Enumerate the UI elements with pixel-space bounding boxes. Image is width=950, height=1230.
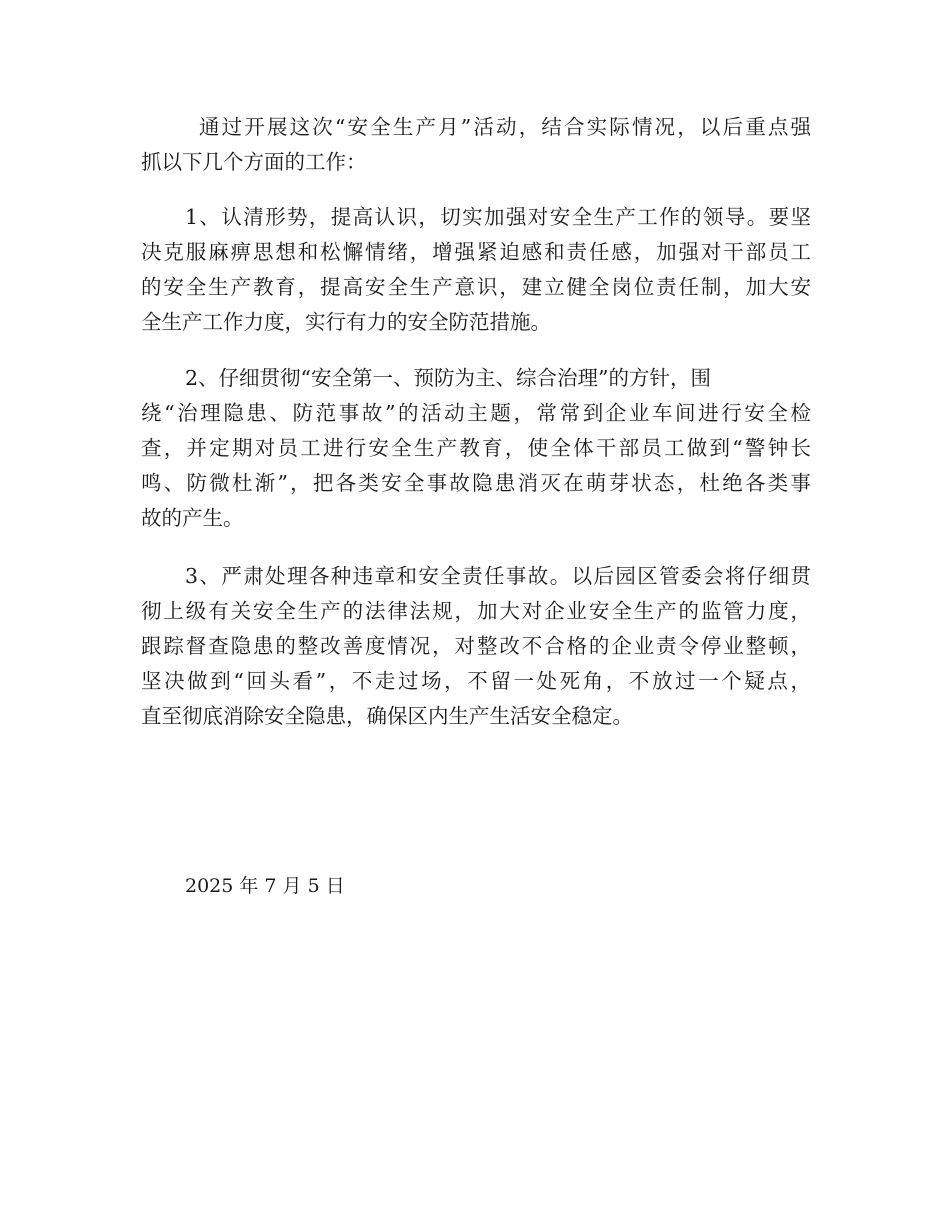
- paragraph-line: 彻上级有关安全生产的法律法规，加大对企业安全生产的监管力度，: [141, 599, 811, 623]
- paragraph-intro: [141, 110, 811, 180]
- paragraph-line: 3、严肃处理各种违章和安全责任事故。以后园区管委会将仔细贯: [185, 564, 811, 588]
- paragraph-item-2: [141, 361, 811, 536]
- paragraph-item-3: [141, 559, 811, 734]
- paragraph-line: 的安全生产教育，提高安全生产意识，建立健全岗位责任制，加大安: [141, 275, 811, 299]
- paragraph-line: 通过开展这次“安全生产月”活动，结合实际情况，以后重点强: [199, 115, 811, 139]
- paragraph-line: 直至彻底消除安全隐患，确保区内生产生活安全稳定。: [141, 704, 633, 728]
- paragraph-line: 1、认清形势，提高认识，切实加强对安全生产工作的领导。要坚: [185, 205, 811, 229]
- paragraph-item-1: [141, 200, 811, 340]
- paragraph-line: 抓以下几个方面的工作：: [141, 150, 367, 174]
- paragraph-line: 鸣、防微杜渐”，把各类安全事故隐患消灭在萌芽状态，杜绝各类事: [141, 471, 811, 495]
- paragraph-line: 故的产生。: [141, 506, 244, 530]
- paragraph-line: 绕“治理隐患、防范事故”的活动主题，常常到企业车间进行安全检: [141, 401, 811, 425]
- paragraph-line: 2、仔细贯彻“安全第一、预防为主、综合治理”的方针，围: [185, 366, 712, 390]
- paragraph-line: 全生产工作力度，实行有力的安全防范措施。: [141, 310, 551, 334]
- paragraph-line: 坚决做到“回头看”，不走过场，不留一处死角，不放过一个疑点，: [141, 669, 811, 693]
- document-date: 2025 年 7 月 5 日: [185, 875, 345, 897]
- paragraph-line: 跟踪督查隐患的整改善度情况，对整改不合格的企业责令停业整顿，: [141, 634, 811, 658]
- paragraph-line: 查，并定期对员工进行安全生产教育，使全体干部员工做到“警钟长: [141, 436, 811, 460]
- paragraph-line: 决克服麻痹思想和松懈情绪，增强紧迫感和责任感，加强对干部员工: [141, 240, 811, 264]
